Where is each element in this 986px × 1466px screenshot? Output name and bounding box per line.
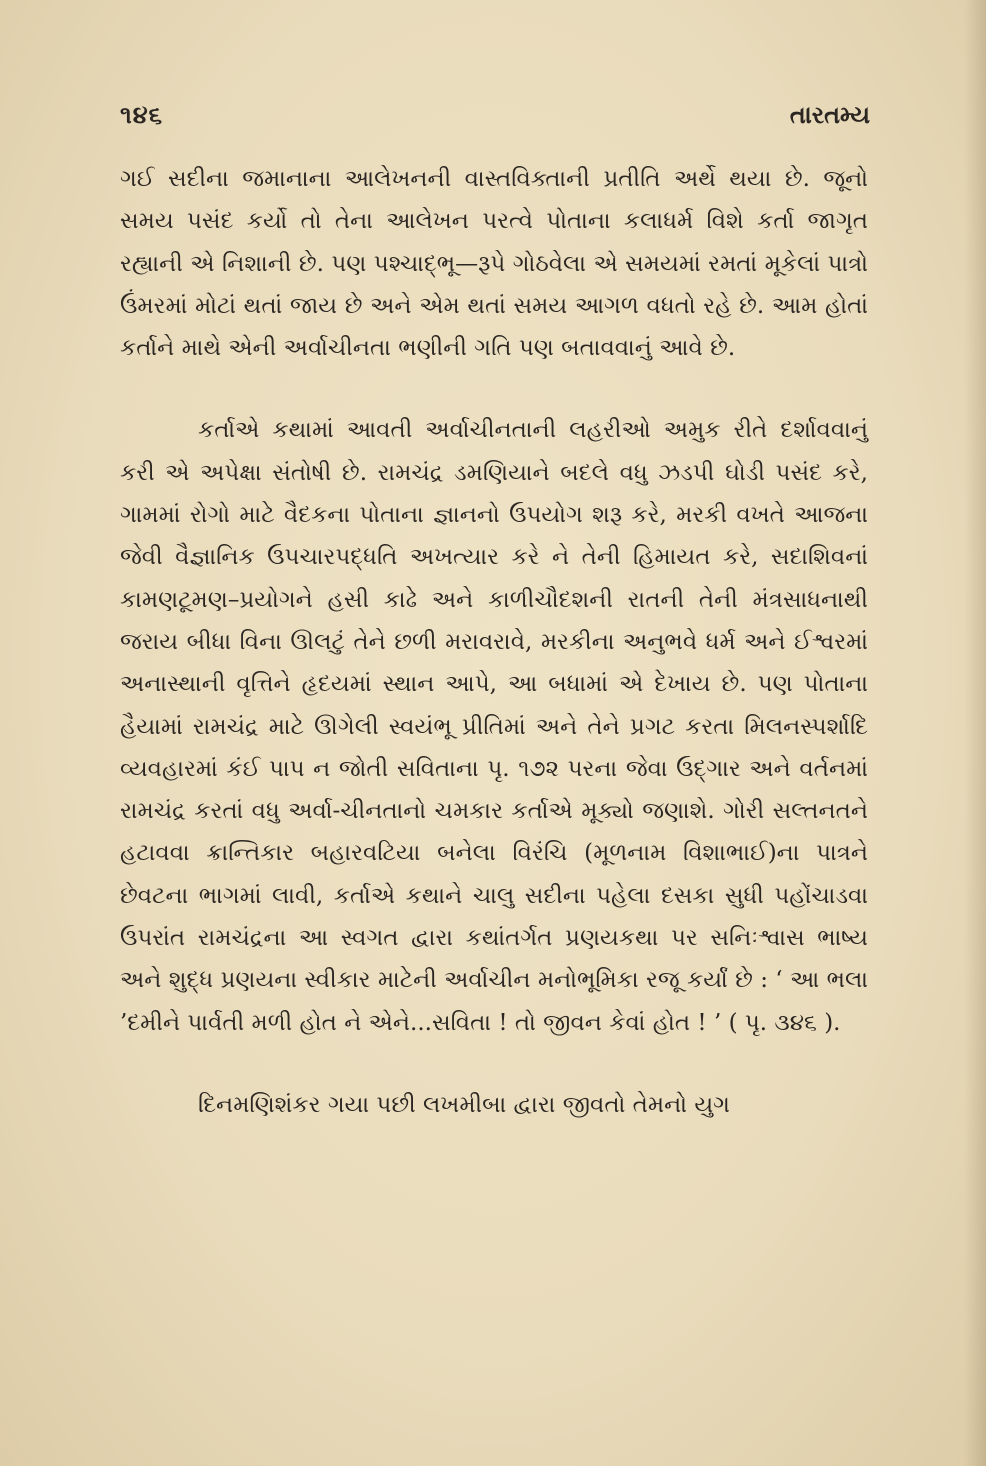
body-text xyxy=(120,158,868,1126)
page-header xyxy=(120,100,870,140)
running-head: તારતમ્ય xyxy=(789,100,870,129)
paragraph: ગઈ સદીના જમાનાના આલેખનની વાસ્તવિક્તાની પ્રતીતિ અર્થે થયા છે. જૂનો સમય પસંદ કર્યો તો તેના આલેખન પરત્વે પોતાના કલાધર્મ વિશે કર્તા જાગૃત રહ્યાની એ નિશાની છે. પણ પશ્ચાદ્ભૂ—રૂપે ગોઠવેલા એ સમયમાં રમતાં મૂકેલાં પાત્રો ઉંમરમાં મોટાં થતાં જાય છે અને એમ થતાં સમય આગળ વધતો રહે છે. આમ હોતાં કર્તાને માથે એની અર્વાચીનતા ભણીની ગતિ પણ બતાવવાનું આવે છે. xyxy=(120,166,868,362)
paragraph: કર્તાએ કથામાં આવતી અર્વાચીનતાની લહરીઓ અમુક રીતે દર્શાવવાનું કરી એ અપેક્ષા સંતોષી છે. રામચંદ્ર ડમણિયાને બદલે વધુ ઝડપી ઘોડી પસંદ કરે, ગામમાં રોગો માટે વૈદકના પોતાના જ્ઞાનનો ઉપયોગ શરૂ કરે, મરકી વખતે આજના જેવી વૈજ્ઞાનિક ઉપચારપદ્ધતિ અખત્યાર કરે ને તેની હિમાયત કરે, સદાશિવનાં કામણટૂમણ–પ્રયોગને હસી કાઢે અને કાળીચૌદશની રાતની તેની મંત્રસાધનાથી જરાય બીધા વિના ઊલટું તેને છળી મરાવરાવે, મરકીના અનુભવે ધર્મ અને ઈશ્વરમાં અનાસ્થાની વૃત્તિને હૃદયમાં સ્થાન આપે, આ બધામાં એ દેખાય છે. પણ પોતાના હૈયામાં રામચંદ્ર માટે ઊગેલી સ્વયંભૂ પ્રીતિમાં અને તેને પ્રગટ કરતા મિલનસ્પર્શાદિ વ્યવહારમાં કંઈ પાપ ન જોતી સવિતાના પૃ. ૧૭૨ પરના જેવા ઉદ્ગાર અને વર્તનમાં રામચંદ્ર કરતાં વધુ અર્વા-ચીનતાનો ચમકાર કર્તાએ મૂક્યો જણાશે. ગોરી સલ્તનતને હટાવવા ક્રાન્તિકાર બહારવટિયા બનેલા વિરંચિ (મૂળનામ વિશાભાઈ)ના પાત્રને છેવટના ભાગમાં લાવી, કર્તાએ કથાને ચાલુ સદીના પહેલા દસકા સુધી પહોંચાડવા ઉપરાંત રામચંદ્રના આ સ્વગત દ્વારા કથાંતર્ગત પ્રણયકથા પર સનિઃશ્વાસ ભાષ્ય અને શુદ્ધ પ્રણયના સ્વીકાર માટેની અર્વાચીન મનોભૂમિકા રજૂ કર્યાં છે : ‘ આ ભલા ’દમીને પાર્વતી મળી હોત ને એને...સવિતા ! તો જીવન કેવાં હોત ! ’ ( પૃ. ૩૪૬ ). xyxy=(120,417,868,1036)
page-number: ૧૪૬ xyxy=(120,100,164,129)
page-edge-shadow xyxy=(964,0,986,1466)
paragraph: દિનમણિશંકર ગયા પછી લખમીબા દ્વારા જીવતો તેમનો યુગ xyxy=(198,1091,730,1118)
